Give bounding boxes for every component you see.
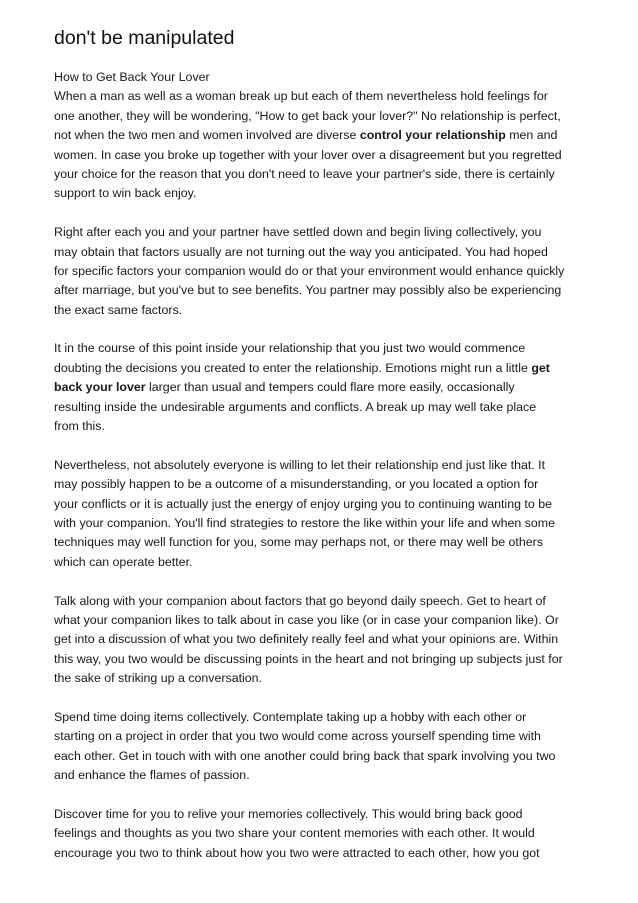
text-line xyxy=(54,107,584,126)
text-line xyxy=(54,87,584,106)
text-line xyxy=(54,805,584,824)
text-line xyxy=(54,747,584,766)
text-run: the sake of striking up a conversation. xyxy=(54,671,263,686)
text-line xyxy=(54,378,584,397)
text-line xyxy=(54,533,584,552)
text-run: may possibly happen to be a outcome of a misunderstanding, or you located a option for xyxy=(54,477,539,492)
text-line xyxy=(54,592,584,611)
text-line xyxy=(54,243,584,262)
text-run: doubting the decisions you created to enter the relationship. Emotions might run a little xyxy=(54,360,532,375)
text-line xyxy=(54,669,584,688)
text-line xyxy=(54,824,584,843)
text-run: which can operate better. xyxy=(54,554,193,569)
text-run: Nevertheless, not absolutely everyone is willing to let their relationship end just like that. It xyxy=(54,457,546,472)
text-run: your choice for the reason that you don't need to leave your partner's side, there is certainly xyxy=(54,166,555,181)
text-run: what your companion likes to talk about in case you like (or in case your companion like). Or xyxy=(54,612,559,627)
text-run: resulting inside the undesirable arguments and conflicts. A break up may well take place xyxy=(54,399,537,414)
text-line xyxy=(54,165,584,184)
text-run: women. In case you broke up together with your lover over a disagreement but you regretted xyxy=(54,147,562,162)
text-line xyxy=(54,184,584,203)
text-line xyxy=(54,417,584,436)
text-run: from this. xyxy=(54,419,105,434)
text-run: When a man as well as a woman break up but each of them nevertheless hold feelings for xyxy=(54,89,548,104)
bold-keyword-link[interactable]: get xyxy=(531,360,550,375)
text-line xyxy=(54,553,584,572)
text-line xyxy=(54,727,584,746)
text-line xyxy=(54,475,584,494)
text-line xyxy=(54,650,584,669)
text-run: after marriage, but you've but to see benefits. You partner may possibly also be experiencing xyxy=(54,283,562,298)
text-line xyxy=(54,514,584,533)
text-run: and enhance the flames of passion. xyxy=(54,768,250,783)
text-run: your conflicts or it is actually just the energy of enjoy urging you to continuing wanting to be xyxy=(54,496,552,511)
text-line xyxy=(54,611,584,630)
text-run: techniques may well function for you, some may perhaps not, or there may well be others xyxy=(54,535,543,550)
text-run: the exact same factors. xyxy=(54,302,183,317)
text-run: feelings and thoughts as you two share your content memories with each other. It would xyxy=(54,826,535,841)
text-line xyxy=(54,630,584,649)
text-line xyxy=(54,281,584,300)
paragraph-gap xyxy=(54,572,584,591)
paragraph-gap xyxy=(54,785,584,804)
paragraph xyxy=(54,708,584,786)
paragraph xyxy=(54,339,584,436)
text-run: men and xyxy=(505,128,558,143)
text-run: Discover time for you to relive your memories collectively. This would bring back good xyxy=(54,806,523,821)
text-line xyxy=(54,708,584,727)
paragraph xyxy=(54,223,584,320)
text-run: for specific factors your companion would do or that your environment would enhance quickly xyxy=(54,263,565,278)
paragraph-gap xyxy=(54,320,584,339)
text-run: with your companion. You'll find strategies to restore the like within your life and when some xyxy=(54,515,556,530)
paragraph-gap xyxy=(54,436,584,455)
text-line xyxy=(54,223,584,242)
text-run: It in the course of this point inside your relationship that you just two would commence xyxy=(54,341,526,356)
text-run: may obtain that factors usually are not turning out the way you anticipated. You had hoped xyxy=(54,244,548,259)
text-run: starting on a project in order that you two would come across yourself spending time with xyxy=(54,729,541,744)
paragraph-gap xyxy=(54,204,584,223)
text-run: this way, you two would be discussing points in the heart and not bringing up subjects just for xyxy=(54,651,563,666)
bold-keyword-link[interactable]: control your relationship xyxy=(359,128,506,143)
paragraph-gap xyxy=(54,689,584,708)
document-subtitle: How to Get Back Your Lover xyxy=(54,70,210,84)
text-run: encourage you two to think about how you two were attracted to each other, how you got xyxy=(54,845,540,860)
text-run: Right after each you and your partner have settled down and begin living collectively, you xyxy=(54,225,542,240)
document-title: don't be manipulated xyxy=(54,27,235,49)
text-run: get into a discussion of what you two definitely really feel and what your opinions are. Within xyxy=(54,632,559,647)
text-line xyxy=(54,146,584,165)
text-run: support to win back enjoy. xyxy=(54,186,197,201)
text-line xyxy=(54,126,584,145)
text-run: each other. Get in touch with with one another could bring back that spark involving you two xyxy=(54,748,556,763)
text-line xyxy=(54,398,584,417)
text-line xyxy=(54,359,584,378)
bold-keyword-link[interactable]: back your lover xyxy=(54,380,146,395)
paragraph xyxy=(54,456,584,572)
text-run: larger than usual and tempers could flare more easily, occasionally xyxy=(145,380,515,395)
text-line xyxy=(54,339,584,358)
paragraph xyxy=(54,592,584,689)
paragraph xyxy=(54,805,584,863)
text-line xyxy=(54,844,584,863)
document-body xyxy=(54,68,584,863)
text-run: Spend time doing items collectively. Contemplate taking up a hobby with each other or xyxy=(54,709,527,724)
text-line xyxy=(54,495,584,514)
text-line xyxy=(54,262,584,281)
text-run: not when the two men and women involved are diverse xyxy=(54,128,360,143)
text-run: Talk along with your companion about factors that go beyond daily speech. Get to heart of xyxy=(54,593,546,608)
text-line xyxy=(54,301,584,320)
paragraph xyxy=(54,87,584,203)
text-line xyxy=(54,766,584,785)
text-line xyxy=(54,456,584,475)
text-run: one another, they will be wondering, "How to get back your lover?" No relationship is perfect, xyxy=(54,108,561,123)
